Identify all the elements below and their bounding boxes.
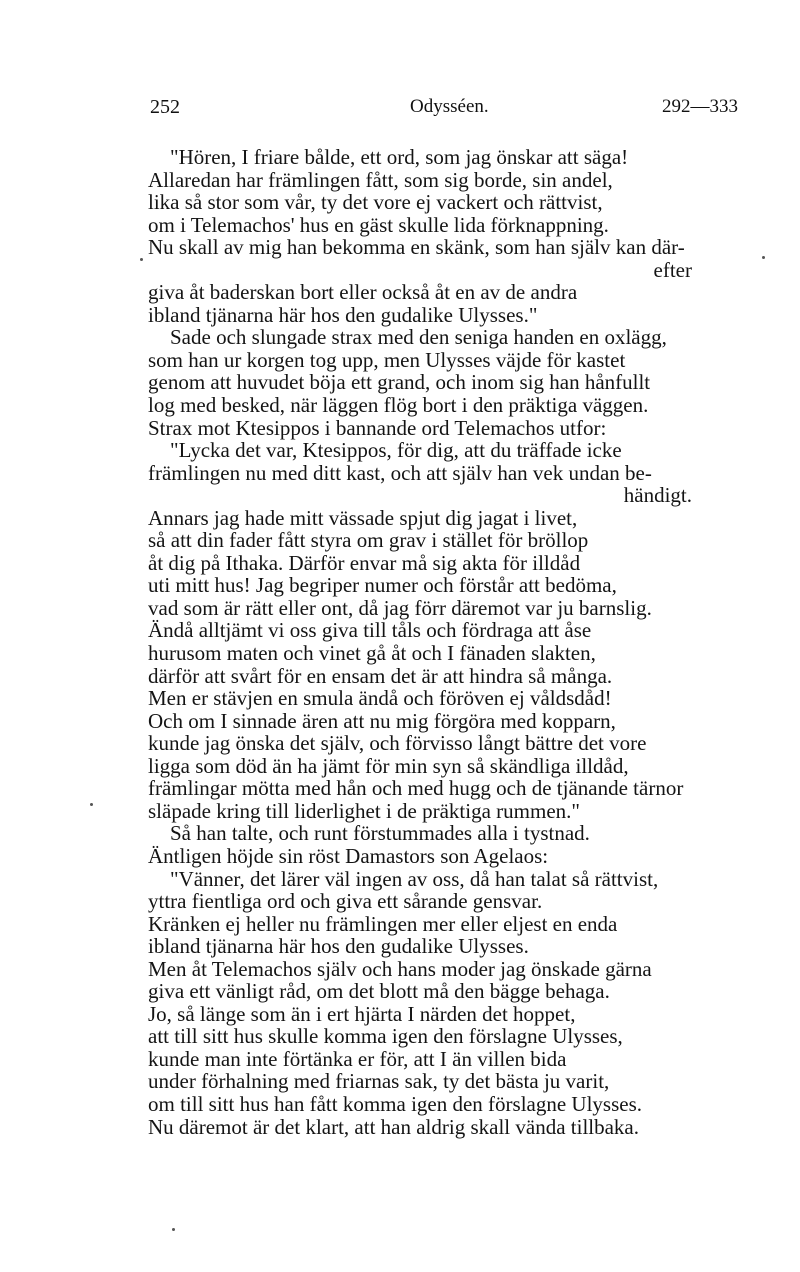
verse-line: uti mitt hus! Jag begriper numer och förstår att bedöma, <box>148 573 617 598</box>
print-speck <box>90 803 93 806</box>
verse-line-carryover: händigt. <box>623 483 692 508</box>
print-speck <box>172 1228 175 1231</box>
verse-line: Annars jag hade mitt vässade spjut dig jagat i livet, <box>148 505 578 530</box>
verse-line: kunde jag önska det själv, och förvisso långt bättre det vore <box>148 731 647 756</box>
verse-line: så att din fader fått styra om grav i stället för bröllop <box>148 528 589 553</box>
page-header <box>150 96 740 126</box>
verse-line: yttra fientliga ord och giva ett sårande gensvar. <box>148 889 543 914</box>
verse-line: Nu skall av mig han bekomma en skänk, som han själv kan där- <box>148 235 685 260</box>
verse-line: "Lycka det var, Ktesippos, för dig, att du träffade icke <box>170 438 622 463</box>
page-number: 252 <box>150 96 180 118</box>
verse-line: "Vänner, det lärer väl ingen av oss, då han talat så rättvist, <box>170 866 659 891</box>
verse-line: Nu däremot är det klart, att han aldrig skall vända tillbaka. <box>148 1114 639 1139</box>
verse-line: kunde man inte förtänka er för, att I än villen bida <box>148 1046 567 1071</box>
verse-line: ibland tjänarna här hos den gudalike Ulysses. <box>148 934 529 959</box>
verse-line: släpade kring till liderlighet i de präktiga rummen." <box>148 798 580 823</box>
verse-line: Och om I sinnade ären att nu mig förgöra med kopparn, <box>148 708 616 733</box>
verse-line: hurusom maten och vinet gå åt och I fänaden slakten, <box>148 641 596 666</box>
verse-line: "Hören, I friare bålde, ett ord, som jag önskar att säga! <box>170 145 629 169</box>
verse-line: giva åt baderskan bort eller också åt en av de andra <box>148 280 578 305</box>
verse-line: åt dig på Ithaka. Därför envar må sig akta för illdåd <box>148 550 581 575</box>
verse-line: Ändå alltjämt vi oss giva till tåls och fördraga att åse <box>148 618 592 643</box>
verse-line: log med besked, när läggen flög bort i den präktiga väggen. <box>148 393 649 418</box>
verse-line-carryover: efter <box>653 257 692 282</box>
verse-line: Så han talte, och runt förstummades alla i tystnad. <box>170 821 590 846</box>
verse-line: Äntligen höjde sin röst Damastors son Agelaos: <box>148 843 549 868</box>
verse-line-range: 292—333 <box>662 96 738 117</box>
verse-line: Strax mot Ktesippos i bannande ord Telemachos utfor: <box>148 415 607 440</box>
verse-line: Allaredan har främlingen fått, som sig borde, sin andel, <box>148 167 613 192</box>
print-speck <box>140 258 143 261</box>
verse-line: därför att svårt för en ensam det är att hindra så många. <box>148 663 613 688</box>
verse-line: om i Telemachos' hus en gäst skulle lida förknappning. <box>148 212 609 237</box>
verse-line: lika så stor som vår, ty det vore ej vackert och rättvist, <box>148 190 603 215</box>
verse-line: giva ett vänligt råd, om det blott må den bägge behaga. <box>148 979 610 1004</box>
running-title: Odysséen. <box>410 96 489 117</box>
verse-line: Jo, så länge som än i ert hjärta I närden det hoppet, <box>148 1001 576 1026</box>
verse-line: främlingar mötta med hån och med hugg och de tjänande tärnor <box>148 776 684 801</box>
verse-line: främlingen nu med ditt kast, och att själv han vek undan be- <box>148 460 652 485</box>
verse-line: att till sitt hus skulle komma igen den förslagne Ulysses, <box>148 1024 623 1049</box>
verse-line: Men er stävjen en smula ändå och föröven ej våldsdåd! <box>148 686 612 711</box>
verse-text <box>148 146 748 1138</box>
verse-line: Sade och slungade strax med den seniga handen en oxlägg, <box>170 325 667 350</box>
verse-line: vad som är rätt eller ont, då jag förr däremot var ju barnslig. <box>148 595 652 620</box>
verse-line: under förhalning med friarnas sak, ty det bästa ju varit, <box>148 1069 610 1094</box>
verse-line: Men åt Telemachos själv och hans moder jag önskade gärna <box>148 956 652 981</box>
verse-line: genom att huvudet böja ett grand, och inom sig han hånfullt <box>148 370 651 395</box>
verse-line: om till sitt hus han fått komma igen den förslagne Ulysses. <box>148 1091 643 1116</box>
verse-line: som han ur korgen tog upp, men Ulysses väjde för kastet <box>148 347 626 372</box>
verse-line: ligga som död än ha jämt för min syn så skändliga illdåd, <box>148 753 629 778</box>
print-speck <box>762 256 765 259</box>
verse-line: Kränken ej heller nu främlingen mer eller eljest en enda <box>148 911 618 936</box>
verse-line: ibland tjänarna här hos den gudalike Ulysses." <box>148 302 538 327</box>
